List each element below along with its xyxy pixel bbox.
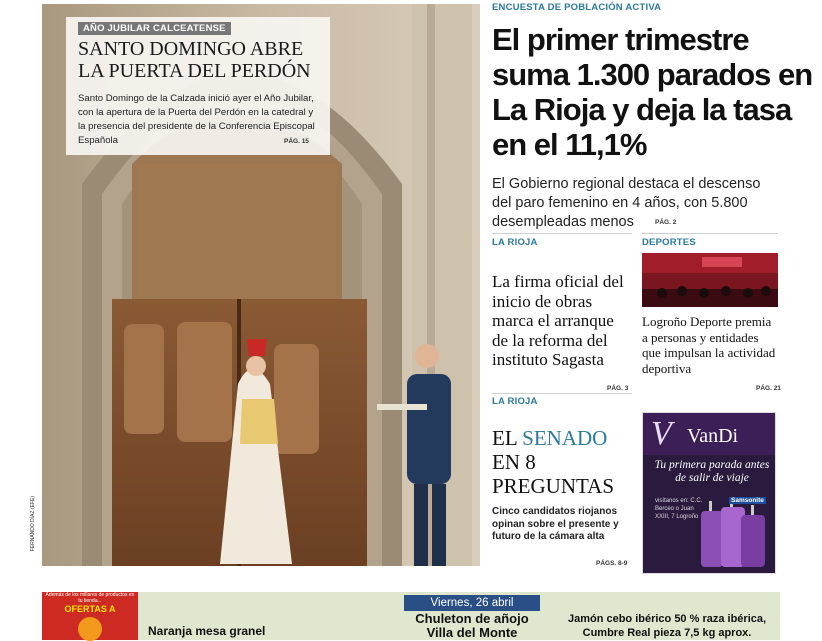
senado-kicker: LA RIOJA: [492, 396, 538, 407]
senado-headline-highlight: SENADO: [522, 426, 608, 450]
senado-headline-prefix: EL: [492, 426, 523, 450]
deportes-page-ref: PÁG. 21: [756, 385, 781, 392]
main-headline[interactable]: El primer trimestre suma 1.300 parados en La Rioja y deja la tasa en el 11,1%: [492, 22, 813, 162]
hero-caption-box[interactable]: [66, 17, 330, 155]
photo-credit: FERNANDO DÍAZ (EFE): [30, 496, 36, 552]
offer-item-chuleton: Chuleton de añojo Villa del Monte: [415, 611, 529, 640]
main-page-ref: PÁG. 2: [655, 219, 677, 226]
hero-kicker: AÑO JUBILAR CALCEATENSE: [78, 22, 231, 35]
orange-icon: [78, 617, 102, 641]
ad-partner-logo: Samsonite: [731, 497, 764, 504]
main-kicker: ENCUESTA DE POBLACIÓN ACTIVA: [492, 2, 662, 13]
promo-box: [42, 592, 138, 640]
vandi-logo-mark: V: [651, 415, 672, 452]
sagasta-headline[interactable]: La firma oficial del inicio de obras marca el arranque de la reforma del instituto Sagasta: [492, 272, 624, 369]
divider: [642, 233, 778, 234]
divider: [492, 233, 632, 234]
deportes-headline[interactable]: Logroño Deporte premia a personas y entidades que impulsan la actividad deportiva: [642, 314, 776, 376]
senado-dek: Cinco candidatos riojanos opinan sobre el presente y futuro de la cámara alta: [492, 506, 619, 542]
promo-small-text: Además de los millares de productos en tu tienda...: [45, 592, 135, 604]
senado-page-ref: PÁGS. 8-9: [596, 560, 628, 567]
ad-address: visítanos en: C.C. Berceo o Juan XXIII, 7 Logroño: [655, 498, 703, 520]
main-lead: El Gobierno regional destaca el descenso del paro femenino en 4 años, con 5.800 desempleadas menos: [492, 176, 761, 230]
offer-date: Viernes, 26 abril: [404, 595, 540, 611]
promo-big-text: OFERTAS A: [64, 604, 116, 614]
offers-strip[interactable]: [42, 592, 780, 640]
hero-body: Santo Domingo de la Calzada inició ayer el Año Jubilar, con la apertura de la Puerta del Perdón en la catedral y la presencia del presidente de la Conferencia Episcopal Española: [78, 93, 315, 146]
offer-item-orange: Naranja mesa granel: [148, 624, 266, 638]
senado-headline[interactable]: [492, 426, 632, 498]
sagasta-kicker: LA RIOJA: [492, 237, 538, 248]
offer-item-jamon: Jamón cebo ibérico 50 % raza ibérica, Cumbre Real pieza 7,5 kg aprox.: [567, 613, 767, 639]
sagasta-page-ref: PÁG. 3: [607, 385, 629, 392]
deportes-kicker: DEPORTES: [642, 237, 696, 248]
hero-page-ref: PÁG. 15: [284, 138, 309, 145]
deportes-photo[interactable]: [642, 253, 778, 307]
vandi-logo: VanDi: [687, 425, 739, 447]
awards-stage-illustration: [642, 253, 778, 307]
divider: [492, 393, 632, 394]
senado-headline-rest: EN 8 PREGUNTAS: [492, 450, 615, 498]
ad-tagline: Tu primera parada antes de salir de viaje: [654, 459, 770, 484]
vandi-ad[interactable]: [642, 412, 776, 574]
ad-header: [643, 413, 776, 455]
hero-title[interactable]: SANTO DOMINGO ABRE LA PUERTA DEL PERDÓN: [78, 38, 311, 82]
